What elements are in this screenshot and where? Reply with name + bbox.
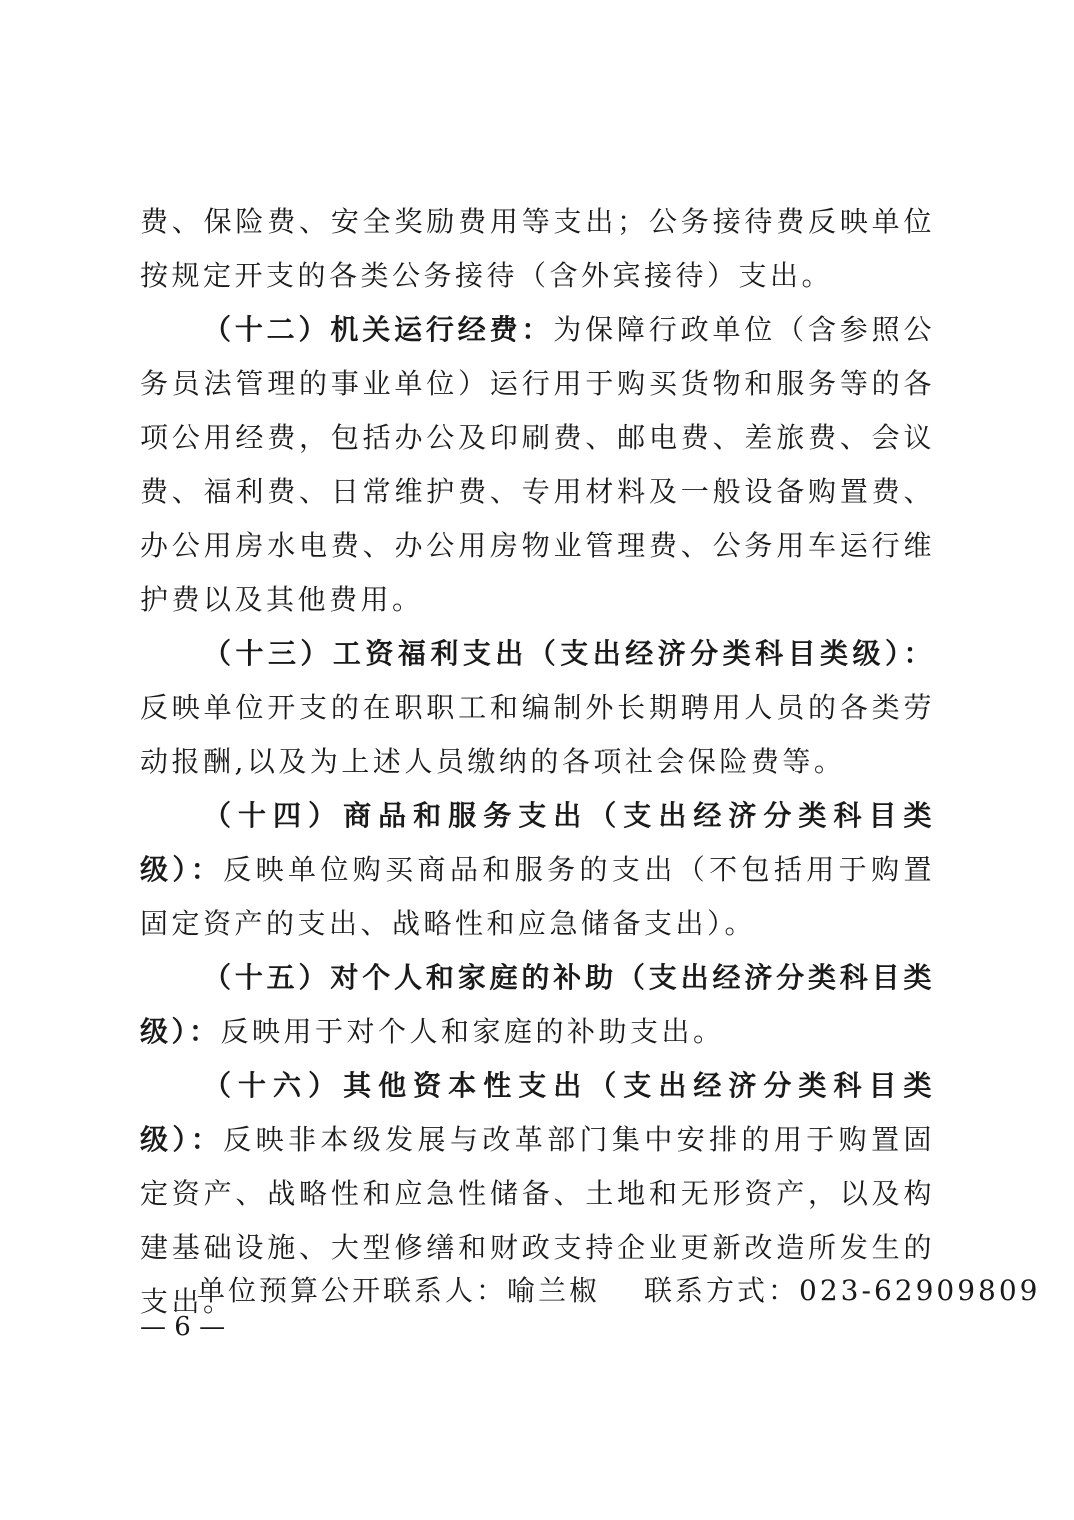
- paragraph-term: （十四）商品和服务支出（支出经济分类科目类级）：: [140, 799, 935, 886]
- paragraph-text: 费、保险费、安全奖励费用等支出；公务接待费反映单位按规定开支的各类公务接待（含外宾接待）支出。: [140, 205, 935, 292]
- document-body: [140, 195, 935, 1329]
- paragraph-text: 为保障行政单位（含参照公务员法管理的事业单位）运行用于购买货物和服务等的各项公用经费，包括办公及印刷费、邮电费、差旅费、会议费、福利费、日常维护费、专用材料及一般设备购置费、办公用房水电费、办公用房物业管理费、公务用车运行维护费以及其他费用。: [140, 313, 935, 616]
- paragraph-term: （十五）对个人和家庭的补助（支出经济分类科目类级）：: [140, 961, 935, 1048]
- contact-person-name: 喻兰椒: [507, 1274, 601, 1307]
- contact-person-label: 单位预算公开联系人：: [197, 1274, 508, 1307]
- paragraph-text: 反映用于对个人和家庭的补助支出。: [220, 1015, 725, 1048]
- paragraph-term: （十二）机关运行经费：: [203, 313, 554, 346]
- paragraph-text: 反映单位购买商品和服务的支出（不包括用于购置固定资产的支出、战略性和应急储备支出）。: [140, 853, 935, 940]
- paragraph-term: （十六）其他资本性支出（支出经济分类科目类级）：: [140, 1069, 935, 1156]
- contact-method-label: 联系方式：: [644, 1274, 800, 1307]
- paragraph-text: 反映非本级发展与改革部门集中安排的用于购置固定资产、战略性和应急性储备、土地和无形资产，以及构建基础设施、大型修缮和财政支持企业更新改造所发生的支出。: [140, 1123, 935, 1318]
- contact-phone: 023-62909809: [799, 1274, 1041, 1307]
- page-number: — 6 —: [140, 1312, 226, 1342]
- paragraph-wages-welfare: [140, 627, 935, 789]
- paragraph-household-subsidies: [140, 951, 935, 1059]
- contact-line: [197, 1264, 1040, 1318]
- paragraph-continuation: [140, 195, 935, 303]
- paragraph-goods-services: [140, 789, 935, 951]
- paragraph-term: （十三）工资福利支出（支出经济分类科目类级）：: [203, 637, 935, 670]
- paragraph-text: 反映单位开支的在职职工和编制外长期聘用人员的各类劳动报酬,以及为上述人员缴纳的各项社会保险费等。: [140, 691, 935, 778]
- paragraph-office-operating-expenses: [140, 303, 935, 627]
